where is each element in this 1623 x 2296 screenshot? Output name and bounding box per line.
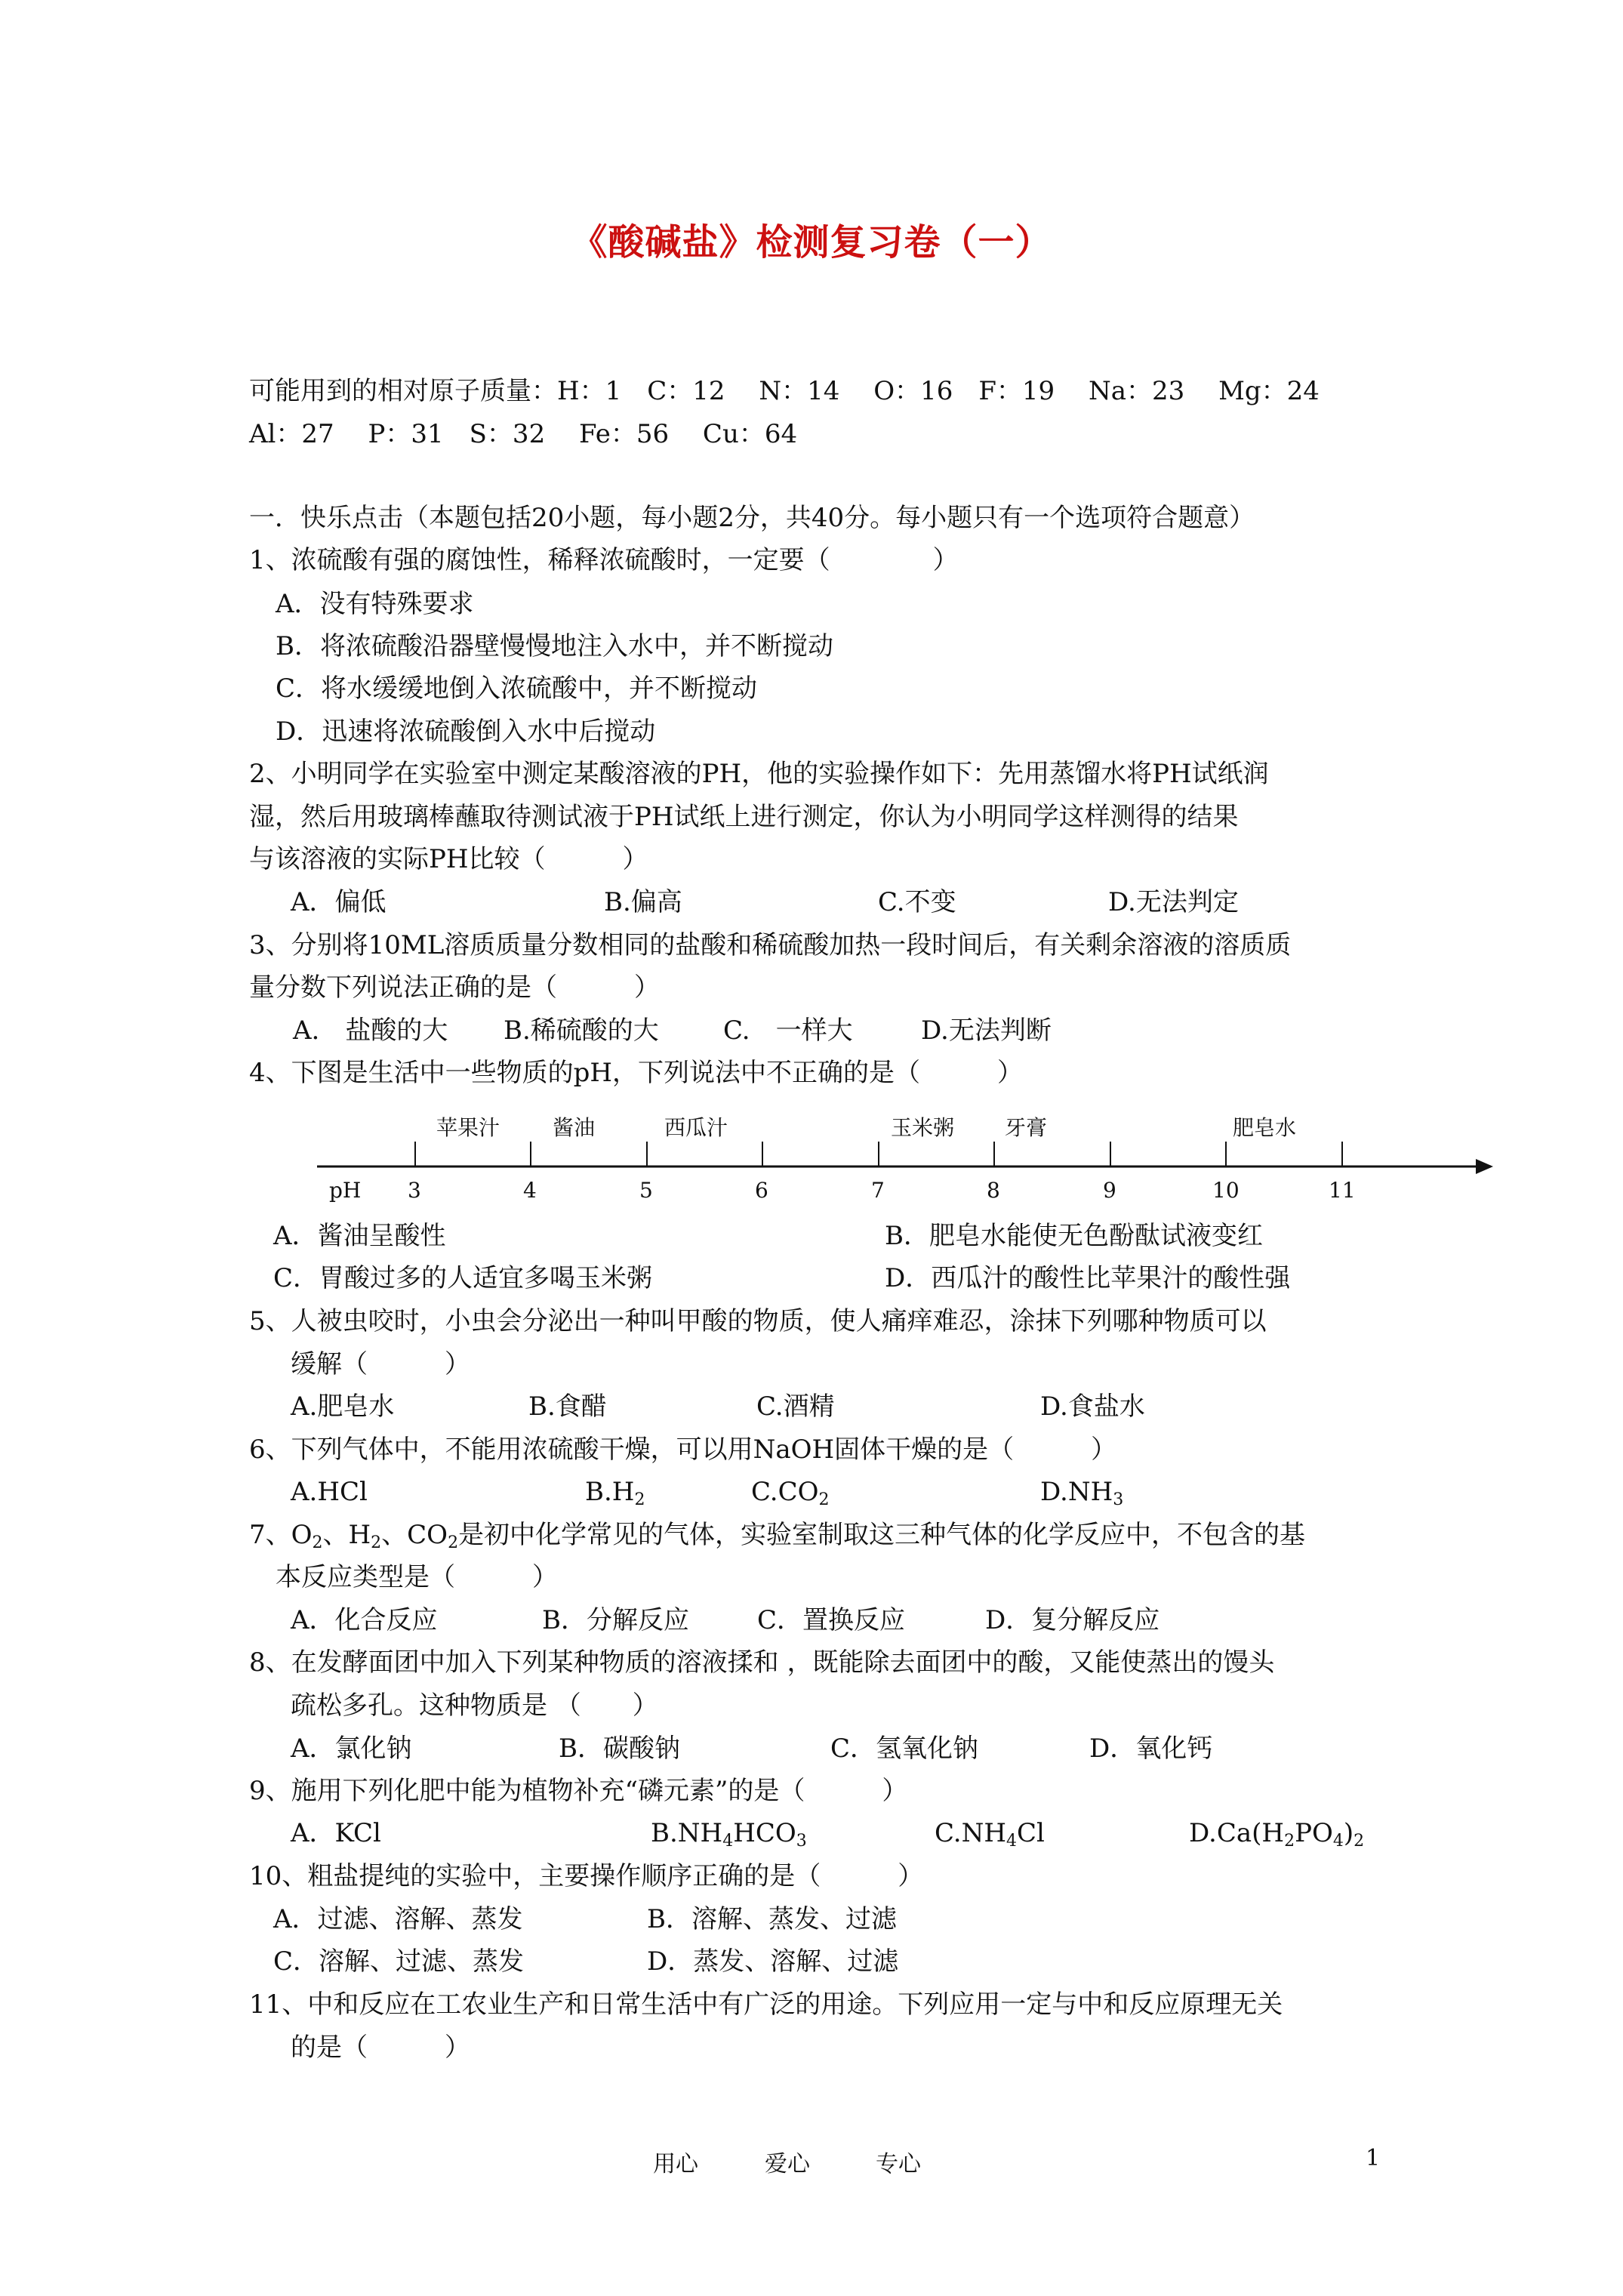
question-2-option-d: D.无法判定 bbox=[1108, 887, 1239, 917]
question-3-line2: 量分数下列说法正确的是（ ） bbox=[249, 972, 660, 1003]
question-3-line1: 3、分别将10ML溶质质量分数相同的盐酸和稀硫酸加热一段时间后，有关剩余溶液的溶质质 bbox=[249, 930, 1292, 960]
question-8-option-d: D．氧化钙 bbox=[1089, 1734, 1213, 1764]
question-7-option-d: D．复分解反应 bbox=[985, 1605, 1160, 1635]
question-2-line1: 2、小明同学在实验室中测定某酸溶液的PH，他的实验操作如下：先用蒸馏水将PH试纸润 bbox=[249, 759, 1269, 789]
question-8-option-b: B．碳酸钠 bbox=[559, 1734, 680, 1764]
ph-tick-label: 10 bbox=[1212, 1178, 1240, 1203]
question-9-option-c: $C.NH_4Cl$ bbox=[935, 1818, 1045, 1851]
question-4-option-a: A．酱油呈酸性 bbox=[273, 1221, 446, 1251]
question-4-option-c: C．胃酸过多的人适宜多喝玉米粥 bbox=[273, 1263, 653, 1293]
ph-tick-label: 11 bbox=[1329, 1178, 1356, 1203]
question-2-line3: 与该溶液的实际PH比较（ ） bbox=[249, 844, 648, 874]
ph-substance-label: 苹果汁 bbox=[436, 1115, 500, 1140]
footer-word: 用心 bbox=[653, 2151, 698, 2177]
ph-tick-label: 6 bbox=[755, 1178, 768, 1203]
question-8-line1: 8、在发酵面团中加入下列某种物质的溶液揉和 ，既能除去面团中的酸，又能使蒸出的馒头 bbox=[249, 1647, 1275, 1678]
question-2-option-b: B.偏高 bbox=[604, 887, 682, 917]
question-7-line2: 本反应类型是（ ） bbox=[276, 1562, 558, 1592]
question-4-stem: 4、下图是生活中一些物质的pH，下列说法中不正确的是（ ） bbox=[249, 1058, 1024, 1088]
atomic-masses-line2: Al：27 P：31 S：32 Fe：56 Cu：64 bbox=[249, 419, 798, 449]
question-9-stem: 9、施用下列化肥中能为植物补充“磷元素”的是（ ） bbox=[249, 1776, 908, 1806]
question-5-option-a: A.肥皂水 bbox=[291, 1391, 395, 1422]
question-9-option-a: A．KCl bbox=[291, 1818, 381, 1848]
question-1-option-c: C．将水缓缓地倒入浓硫酸中，并不断搅动 bbox=[276, 673, 758, 704]
question-5-line2: 缓解（ ） bbox=[291, 1349, 470, 1379]
ph-substance-label: 酱油 bbox=[553, 1115, 596, 1140]
question-3-option-a: A. 盐酸的大 bbox=[293, 1015, 448, 1046]
question-10-option-d: D．蒸发、溶解、过滤 bbox=[647, 1946, 899, 1977]
question-1-option-a: A．没有特殊要求 bbox=[276, 589, 474, 619]
question-9-option-d: $D.Ca(H_2PO_4)_2$ bbox=[1189, 1818, 1365, 1851]
ph-substance-label: 玉米粥 bbox=[891, 1115, 955, 1140]
question-2-option-a: A．偏低 bbox=[291, 887, 387, 917]
question-1-option-b: B．将浓硫酸沿器壁慢慢地注入水中，并不断搅动 bbox=[276, 631, 833, 661]
question-11-line2: 的是（ ） bbox=[291, 2032, 470, 2063]
ph-tick-label: 3 bbox=[408, 1178, 421, 1203]
question-10-option-a: A．过滤、溶解、蒸发 bbox=[273, 1904, 523, 1934]
ph-substance-label: 肥皂水 bbox=[1233, 1115, 1297, 1140]
question-11-line1: 11、中和反应在工农业生产和日常生活中有广泛的用途。下列应用一定与中和反应原理无关 bbox=[249, 1989, 1283, 2020]
question-5-option-b: B.食醋 bbox=[528, 1391, 607, 1422]
question-4-option-b: B．肥皂水能使无色酚酞试液变红 bbox=[885, 1221, 1263, 1251]
ph-substance-label: 西瓜汁 bbox=[664, 1115, 728, 1140]
question-10-stem: 10、粗盐提纯的实验中，主要操作顺序正确的是（ ） bbox=[249, 1861, 924, 1891]
question-7-line1: 7、$O_2$、$H_2$、$CO_2$是初中化学常见的气体，实验室制取这三种气体的化学反应中，不包含的基 bbox=[249, 1520, 1306, 1552]
question-10-option-c: C．溶解、过滤、蒸发 bbox=[273, 1946, 525, 1977]
question-4-option-d: D．西瓜汁的酸性比苹果汁的酸性强 bbox=[885, 1263, 1291, 1293]
question-7-option-c: C．置换反应 bbox=[757, 1605, 906, 1635]
footer-word: 专心 bbox=[876, 2151, 921, 2177]
question-7-option-a: A．化合反应 bbox=[291, 1605, 438, 1635]
question-2-option-c: C.不变 bbox=[878, 887, 956, 917]
ph-axis-arrow bbox=[1476, 1159, 1493, 1174]
ph-substance-label: 牙膏 bbox=[1005, 1115, 1048, 1140]
question-8-line2: 疏松多孔。这种物质是 （ ） bbox=[291, 1690, 658, 1721]
question-7-option-b: B．分解反应 bbox=[542, 1605, 689, 1635]
question-6-option-a: A.HCl bbox=[291, 1477, 368, 1507]
ph-tick-label: 5 bbox=[639, 1178, 653, 1203]
ph-axis-label: pH bbox=[329, 1178, 362, 1203]
question-5-line1: 5、人被虫咬时，小虫会分泌出一种叫甲酸的物质，使人痛痒难忍，涂抹下列哪种物质可以 bbox=[249, 1306, 1267, 1336]
question-6-option-d: $D.NH_3$ bbox=[1040, 1477, 1124, 1509]
question-1-option-d: D．迅速将浓硫酸倒入水中后搅动 bbox=[276, 717, 656, 747]
question-3-option-c: C. 一样大 bbox=[723, 1015, 853, 1046]
question-6-stem: 6、下列气体中，不能用浓硫酸干燥，可以用NaOH固体干燥的是（ ） bbox=[249, 1435, 1117, 1465]
page-number: 1 bbox=[1366, 2145, 1381, 2171]
footer-word: 爱心 bbox=[765, 2151, 810, 2177]
page-title: 《酸碱盐》检测复习卷（一） bbox=[571, 221, 1052, 264]
question-9-option-b: $B.NH_4HCO_3$ bbox=[651, 1818, 807, 1851]
ph-tick-label: 4 bbox=[523, 1178, 537, 1203]
question-8-option-c: C．氢氧化钠 bbox=[830, 1734, 979, 1764]
ph-tick-label: 8 bbox=[987, 1178, 1000, 1203]
question-8-option-a: A．氯化钠 bbox=[291, 1734, 412, 1764]
question-5-option-d: D.食盐水 bbox=[1040, 1391, 1145, 1422]
question-5-option-c: C.酒精 bbox=[756, 1391, 835, 1422]
question-1-stem: 1、浓硫酸有强的腐蚀性，稀释浓硫酸时，一定要（ ） bbox=[249, 545, 959, 575]
question-3-option-b: B.稀硫酸的大 bbox=[504, 1015, 659, 1046]
question-2-line2: 湿，然后用玻璃棒蘸取待测试液于PH试纸上进行测定，你认为小明同学这样测得的结果 bbox=[249, 802, 1239, 832]
ph-tick-label: 9 bbox=[1103, 1178, 1116, 1203]
question-6-option-c: $C.CO_2$ bbox=[751, 1477, 830, 1509]
atomic-masses-line1: 可能用到的相对原子质量：H：1 C：12 N：14 O：16 F：19 Na：23 Mg：24 bbox=[249, 376, 1320, 406]
question-6-option-b: $B.H_2$ bbox=[585, 1477, 645, 1509]
ph-tick-label: 7 bbox=[871, 1178, 885, 1203]
question-3-option-d: D.无法判断 bbox=[921, 1015, 1052, 1046]
section-heading: 一．快乐点击（本题包括20小题，每小题2分，共40分。每小题只有一个选项符合题意） bbox=[249, 503, 1255, 533]
question-10-option-b: B．溶解、蒸发、过滤 bbox=[647, 1904, 897, 1934]
